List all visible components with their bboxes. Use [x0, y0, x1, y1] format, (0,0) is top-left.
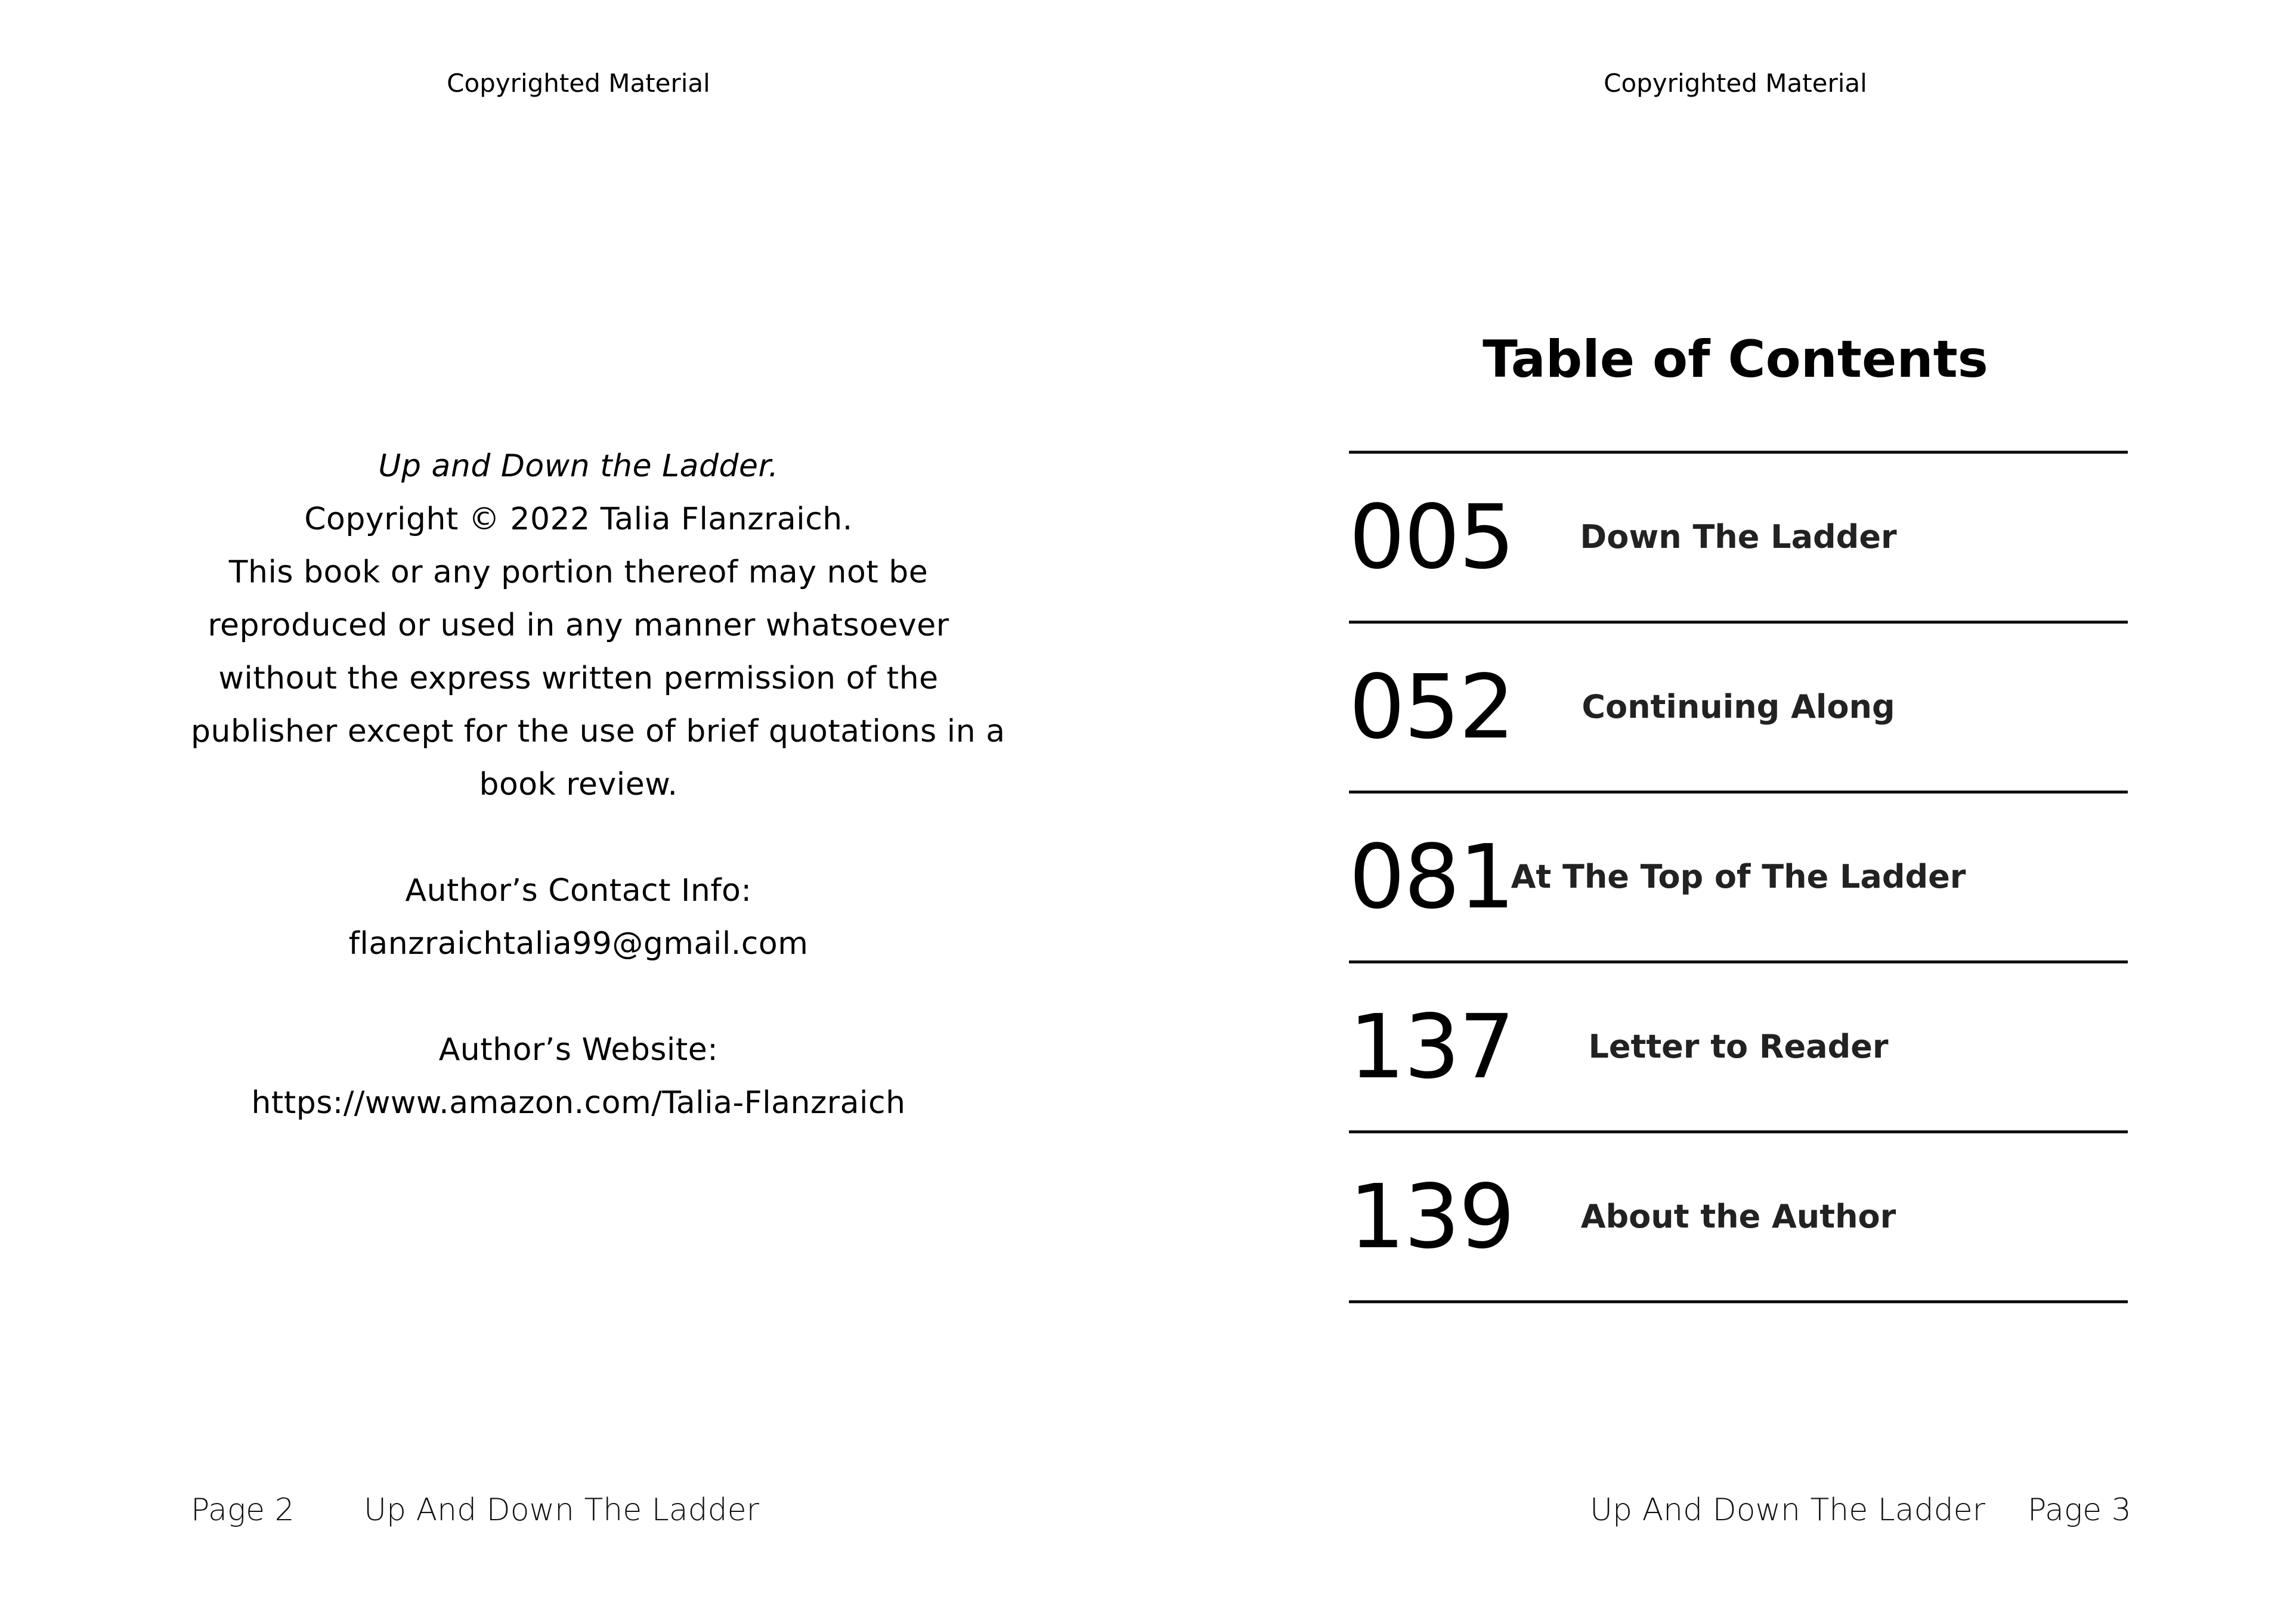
toc-chapter-title: About the Author [1580, 1198, 1896, 1235]
running-head: Copyrighted Material [447, 69, 710, 98]
book-title: Up and Down the Ladder. [378, 448, 779, 484]
spacer [191, 811, 966, 864]
toc-entry [1349, 794, 2128, 960]
toc-divider [1349, 1300, 2128, 1303]
toc-chapter-title: At The Top of The Ladder [1511, 858, 1966, 895]
footer-page-number: Page 3 [2028, 1492, 2131, 1528]
copyright-line: Copyright © 2022 Talia Flanzraich. [304, 501, 853, 537]
toc-entry [1349, 1133, 2128, 1300]
footer-book-title: Up And Down The Ladder [364, 1492, 759, 1528]
running-head: Copyrighted Material [1604, 69, 1867, 98]
toc-entry [1349, 963, 2128, 1130]
toc-entry [1349, 624, 2128, 791]
right-page [1157, 0, 2290, 1624]
spacer [191, 971, 966, 1024]
website-url: https://www.amazon.com/Talia-Flanzraich [251, 1085, 906, 1121]
toc-chapter-title: Continuing Along [1582, 688, 1895, 726]
toc-chapter-title: Down The Ladder [1580, 518, 1897, 556]
toc-page-number: 081 [1349, 826, 1514, 928]
footer-page-number: Page 2 [191, 1492, 295, 1528]
toc-page-number: 137 [1349, 996, 1514, 1098]
rights-line: This book or any portion thereof may not be [228, 554, 929, 590]
toc-page-number: 005 [1349, 486, 1514, 588]
contact-heading: Author’s Contact Info: [405, 873, 752, 909]
rights-line: reproduced or used in any manner whatsoever [208, 608, 949, 643]
footer-book-title: Up And Down The Ladder [1590, 1492, 1985, 1528]
website-heading: Author’s Website: [438, 1032, 719, 1068]
rights-line: publisher except for the use of brief quotations in a [191, 714, 1005, 749]
toc-chapter-title: Letter to Reader [1588, 1028, 1889, 1065]
toc-page-number: 139 [1349, 1166, 1514, 1268]
copyright-block [191, 440, 1005, 1130]
rights-line: without the express written permission of the [218, 661, 939, 696]
toc-title: Table of Contents [1483, 330, 1988, 389]
contact-email: flanzraichtalia99@gmail.com [348, 926, 809, 962]
toc-page-number: 052 [1349, 656, 1514, 758]
rights-line: book review. [479, 767, 678, 802]
toc-entry [1349, 454, 2128, 621]
